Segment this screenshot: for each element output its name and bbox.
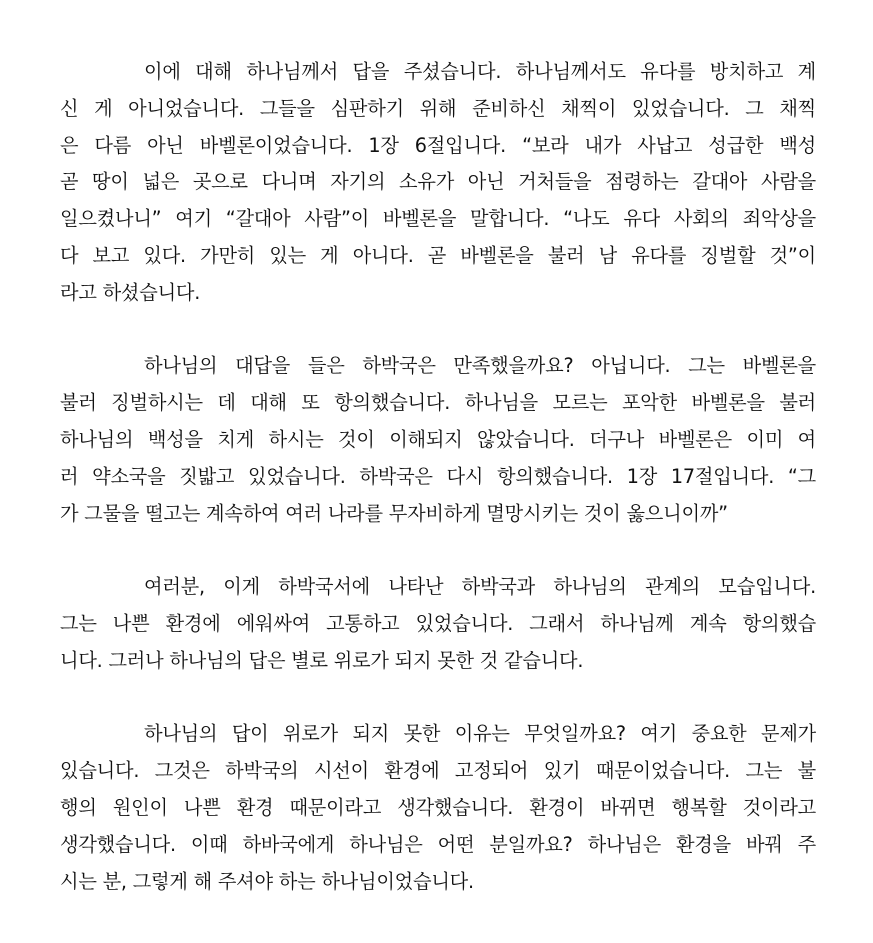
text-line: 일으켰나니” 여기 “갈대아 사람”이 바벨론을 말합니다. “나도 유다 사회의 죄악상을 [60,207,816,231]
text-line: 불러 징벌하시는 데 대해 또 항의했습니다. 하나님을 모르는 포악한 바벨론을 불러 [60,391,816,415]
paragraph-2 [60,348,816,532]
document-body [60,54,816,900]
text-line: 하나님의 답이 위로가 되지 못한 이유는 무엇일까요? 여기 중요한 문제가 [144,722,816,746]
paragraph-4 [60,716,816,900]
text-line: 라고 하셨습니다. [60,280,201,304]
paragraph-1 [60,54,816,312]
text-line: 있습니다. 그것은 하박국의 시선이 환경에 고정되어 있기 때문이었습니다. 그는 불 [60,759,816,783]
text-line: 시는 분, 그렇게 해 주셔야 하는 하나님이었습니다. [60,869,474,893]
text-line: 다 보고 있다. 가만히 있는 게 아니다. 곧 바벨론을 불러 남 유다를 징벌할 것”이 [60,243,816,267]
text-line: 신 게 아니었습니다. 그들을 심판하기 위해 준비하신 채찍이 있었습니다. 그 채찍 [60,96,816,120]
text-line: 가 그물을 떨고는 계속하여 여러 나라를 무자비하게 멸망시키는 것이 옳으니이까” [60,501,728,525]
text-line: 러 약소국을 짓밟고 있었습니다. 하박국은 다시 항의했습니다. 1장 17절입니다. “그 [60,464,816,488]
text-line: 행의 원인이 나쁜 환경 때문이라고 생각했습니다. 환경이 바뀌면 행복할 것이라고 [60,795,816,819]
text-line: 여러분, 이게 하박국서에 나타난 하박국과 하나님의 관계의 모습입니다. [144,575,816,599]
text-line: 하나님의 백성을 치게 하시는 것이 이해되지 않았습니다. 더구나 바벨론은 이미 여 [60,427,816,451]
text-line: 은 다름 아닌 바벨론이었습니다. 1장 6절입니다. “보라 내가 사납고 성급한 백성 [60,133,816,157]
text-line: 생각했습니다. 이때 하바국에게 하나님은 어떤 분일까요? 하나님은 환경을 바꿔 주 [60,832,816,856]
paragraph-3 [60,569,816,679]
text-line: 이에 대해 하나님께서 답을 주셨습니다. 하나님께서도 유다를 방치하고 계 [144,60,816,83]
text-line: 하나님의 대답을 들은 하박국은 만족했을까요? 아닙니다. 그는 바벨론을 [144,354,816,378]
text-line: 그는 나쁜 환경에 에워싸여 고통하고 있었습니다. 그래서 하나님께 계속 항의했습 [60,611,816,635]
text-line: 곧 땅이 넓은 곳으로 다니며 자기의 소유가 아닌 거처들을 점령하는 갈대아 사람을 [60,170,816,194]
text-line: 니다. 그러나 하나님의 답은 별로 위로가 되지 못한 것 같습니다. [60,648,584,672]
